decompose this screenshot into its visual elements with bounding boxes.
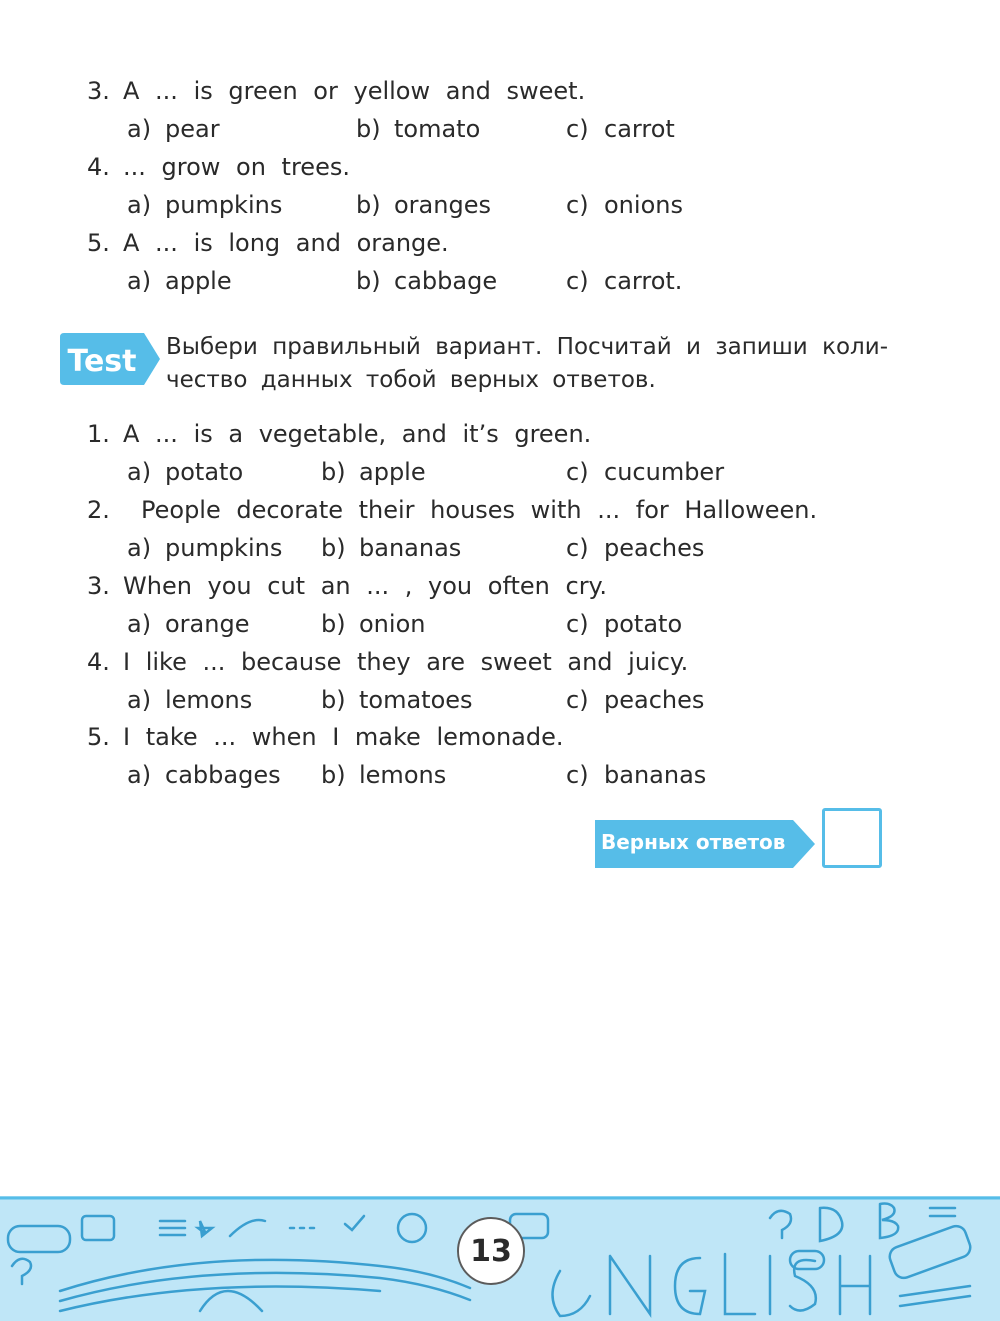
option-letter: c) [566, 534, 589, 562]
option-text: orange [165, 610, 250, 638]
page-number: 13 [457, 1217, 525, 1285]
option-letter: c) [566, 610, 589, 638]
option-text: cucumber [604, 458, 725, 486]
option-b[interactable] [321, 533, 461, 563]
option-letter: b) [321, 686, 346, 714]
instruction-line-1: Выбери правильный вариант. Посчитай и запиши коли- [166, 334, 888, 360]
option-letter: c) [566, 115, 589, 143]
option-text: lemons [165, 686, 253, 714]
option-b[interactable] [356, 266, 497, 296]
question-number: 3. [87, 572, 110, 600]
question-number: 4. [87, 153, 110, 181]
option-a[interactable] [127, 190, 282, 220]
option-letter: b) [321, 610, 346, 638]
option-letter: c) [566, 686, 589, 714]
option-b[interactable] [356, 114, 480, 144]
option-letter: b) [356, 191, 381, 219]
option-text: carrot [604, 115, 675, 143]
option-a[interactable] [127, 266, 232, 296]
option-c[interactable] [566, 685, 704, 715]
option-text: pear [165, 115, 220, 143]
option-text: onions [604, 191, 683, 219]
option-letter: b) [356, 267, 381, 295]
option-letter: b) [356, 115, 381, 143]
option-text: apple [165, 267, 232, 295]
option-letter: a) [127, 761, 152, 789]
option-letter: a) [127, 686, 152, 714]
option-letter: a) [127, 534, 152, 562]
option-text: pumpkins [165, 534, 283, 562]
question-number: 3. [87, 77, 110, 105]
option-c[interactable] [566, 190, 683, 220]
test-badge-label: Test [67, 344, 137, 379]
option-text: onion [359, 610, 426, 638]
option-text: potato [604, 610, 683, 638]
option-a[interactable] [127, 533, 282, 563]
option-text: apple [359, 458, 426, 486]
instruction-line-2: чество данных тобой верных ответов. [166, 367, 656, 393]
option-text: cabbages [165, 761, 281, 789]
question-number: 5. [87, 229, 110, 257]
option-c[interactable] [566, 266, 682, 296]
option-text: tomatoes [359, 686, 473, 714]
question-text: A ... is long and orange. [123, 229, 449, 257]
option-letter: c) [566, 458, 589, 486]
question-text: A ... is green or yellow and sweet. [123, 77, 586, 105]
option-letter: a) [127, 191, 152, 219]
part1-question-4 [87, 152, 350, 182]
option-letter: a) [127, 458, 152, 486]
test-question-3 [87, 571, 607, 601]
part1-question-3 [87, 76, 585, 106]
option-letter: b) [321, 458, 346, 486]
question-text: I take ... when I make lemonade. [123, 723, 564, 751]
option-text: bananas [604, 761, 707, 789]
option-letter: a) [127, 610, 152, 638]
option-a[interactable] [127, 457, 243, 487]
question-text: When you cut an ... , you often cry. [123, 572, 607, 600]
option-text: lemons [359, 761, 447, 789]
correct-answers-label [595, 820, 815, 868]
question-text: A ... is a vegetable, and it’s green. [123, 420, 592, 448]
question-number: 1. [87, 420, 110, 448]
option-b[interactable] [321, 685, 473, 715]
option-c[interactable] [566, 114, 675, 144]
option-letter: a) [127, 267, 152, 295]
option-letter: c) [566, 267, 589, 295]
option-c[interactable] [566, 760, 706, 790]
part1-question-5 [87, 228, 449, 258]
option-letter: a) [127, 115, 152, 143]
test-question-2 [87, 495, 817, 525]
question-text: People decorate their houses with ... for Halloween. [141, 496, 818, 524]
option-c[interactable] [566, 457, 724, 487]
option-b[interactable] [321, 609, 425, 639]
option-b[interactable] [356, 190, 491, 220]
option-letter: b) [321, 534, 346, 562]
option-text: tomato [394, 115, 481, 143]
option-b[interactable] [321, 457, 426, 487]
option-text: peaches [604, 686, 705, 714]
test-badge [60, 333, 160, 385]
option-letter: c) [566, 191, 589, 219]
option-text: peaches [604, 534, 705, 562]
question-number: 4. [87, 648, 110, 676]
question-text: I like ... because they are sweet and juicy. [123, 648, 689, 676]
question-number: 5. [87, 723, 110, 751]
correct-answers-text: Верных ответов [601, 830, 786, 854]
test-instruction [166, 331, 888, 397]
test-question-1 [87, 419, 591, 449]
option-letter: c) [566, 761, 589, 789]
option-text: potato [165, 458, 244, 486]
correct-answers-input-box[interactable] [822, 808, 882, 868]
option-a[interactable] [127, 114, 220, 144]
option-text: bananas [359, 534, 462, 562]
option-letter: b) [321, 761, 346, 789]
option-c[interactable] [566, 609, 682, 639]
option-text: carrot. [604, 267, 683, 295]
option-text: pumpkins [165, 191, 283, 219]
option-a[interactable] [127, 760, 281, 790]
test-question-4 [87, 647, 688, 677]
question-text: ... grow on trees. [123, 153, 350, 181]
option-text: cabbage [394, 267, 498, 295]
option-a[interactable] [127, 609, 249, 639]
option-text: oranges [394, 191, 491, 219]
option-a[interactable] [127, 685, 252, 715]
question-number: 2. [87, 496, 110, 524]
option-c[interactable] [566, 533, 704, 563]
test-question-5 [87, 722, 564, 752]
option-b[interactable] [321, 760, 446, 790]
